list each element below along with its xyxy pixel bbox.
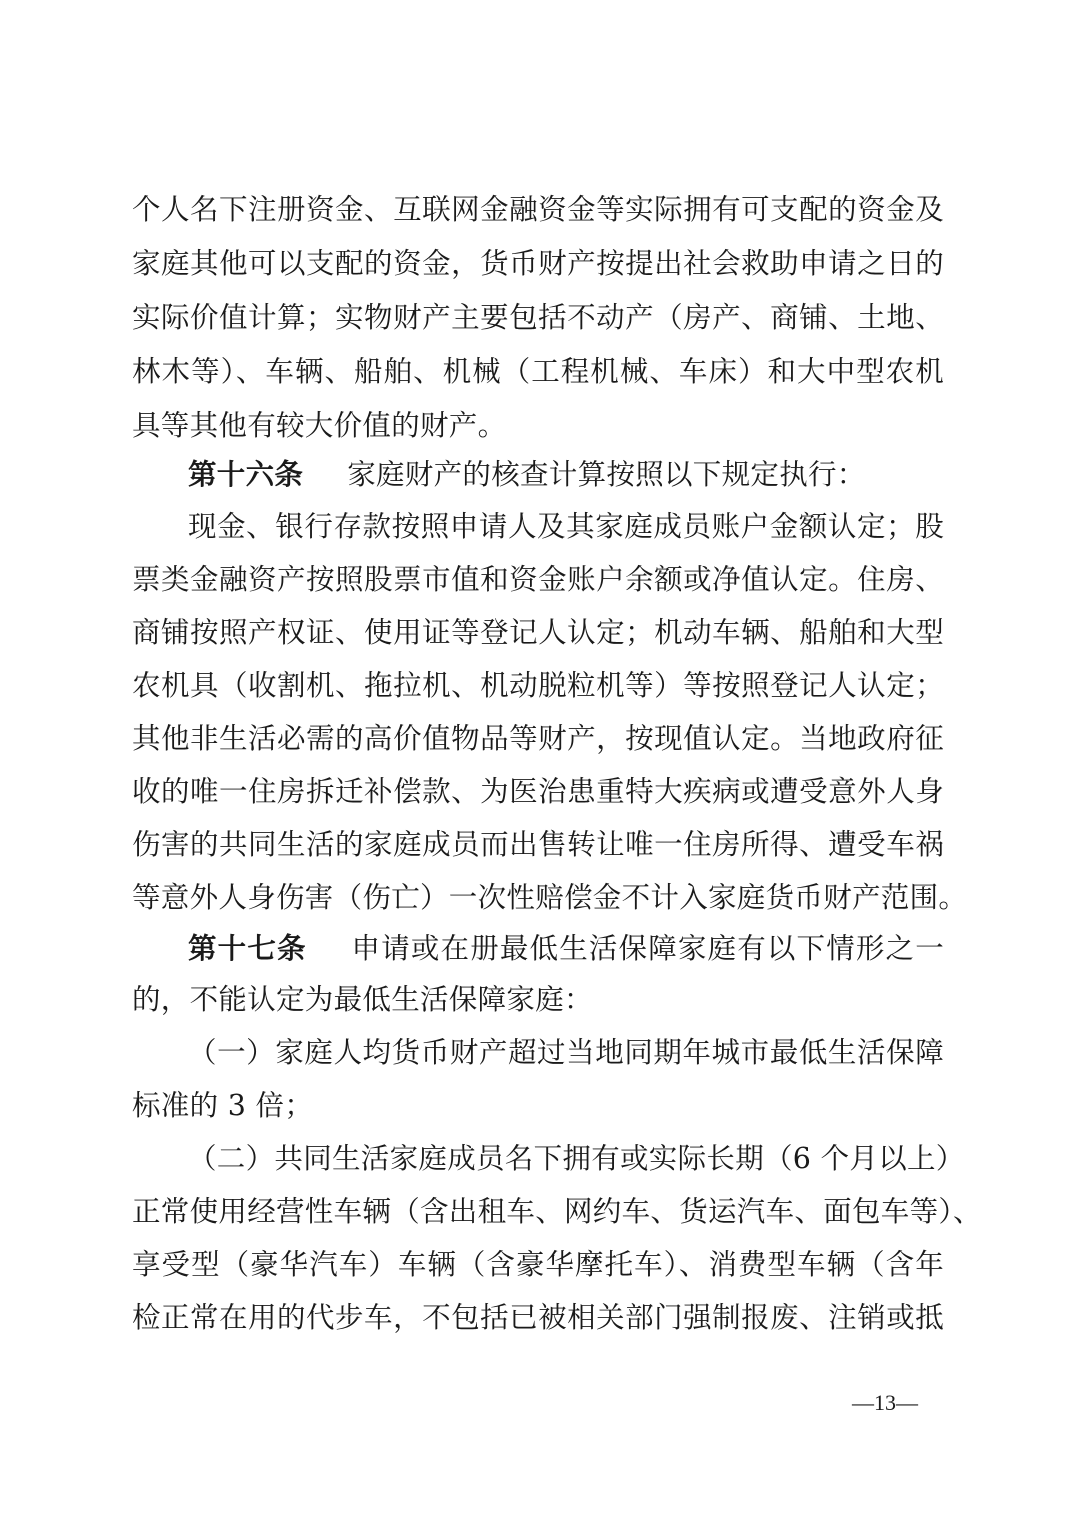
article-17-line: 的，不能认定为最低生活保障家庭： [132, 983, 593, 1016]
article-16-intro: 家庭财产的核查计算按照以下规定执行： [347, 458, 866, 491]
article-16-line: 票类金融资产按照股票市值和资金账户余额或净值认定。住房、 [132, 563, 944, 596]
article-16-line: 农机具（收割机、拖拉机、机动脱粒机等）等按照登记人认定； [132, 669, 944, 702]
body-line: 家庭其他可以支配的资金，货币财产按提出社会救助申请之日的 [132, 247, 944, 280]
article-17-line: 享受型（豪华汽车）车辆（含豪华摩托车）、消费型车辆（含年 [132, 1248, 944, 1281]
article-17-line: 正常使用经营性车辆（含出租车、网约车、货运汽车、面包车等）、 [132, 1195, 982, 1228]
article-16-heading [188, 455, 944, 495]
article-17-label: 第十七条 [188, 932, 307, 965]
article-16-line: 其他非生活必需的高价值物品等财产，按现值认定。当地政府征 [132, 722, 944, 755]
article-17-item-1: （一）家庭人均货币财产超过当地同期年城市最低生活保障 [188, 1036, 944, 1069]
body-line: 具等其他有较大价值的财产。 [132, 409, 507, 442]
article-16-label: 第十六条 [188, 458, 304, 491]
article-17-item-2: （二）共同生活家庭成员名下拥有或实际长期（6 个月以上） [188, 1142, 965, 1175]
article-17-heading [188, 929, 944, 969]
body-line: 个人名下注册资金、互联网金融资金等实际拥有可支配的资金及 [132, 193, 944, 226]
body-line: 林木等）、车辆、船舶、机械（工程机械、车床）和大中型农机 [132, 355, 944, 388]
article-16-line: 伤害的共同生活的家庭成员而出售转让唯一住房所得、遭受车祸 [132, 828, 944, 861]
article-16-line: 收的唯一住房拆迁补偿款、为医治患重特大疾病或遭受意外人身 [132, 775, 944, 808]
article-16-line: 商铺按照产权证、使用证等登记人认定；机动车辆、船舶和大型 [132, 616, 944, 649]
page-number: —13— [852, 1390, 918, 1415]
article-16-line: 等意外人身伤害（伤亡）一次性赔偿金不计入家庭货币财产范围。 [132, 881, 968, 914]
article-17-intro: 申请或在册最低生活保障家庭有以下情形之一 [350, 932, 944, 965]
body-line: 实际价值计算；实物财产主要包括不动产（房产、商铺、土地、 [132, 301, 944, 334]
article-16-line: 现金、银行存款按照申请人及其家庭成员账户金额认定；股 [188, 510, 944, 543]
article-17-line: 检正常在用的代步车，不包括已被相关部门强制报废、注销或抵 [132, 1301, 944, 1334]
article-17-line: 标准的 3 倍； [132, 1089, 314, 1122]
